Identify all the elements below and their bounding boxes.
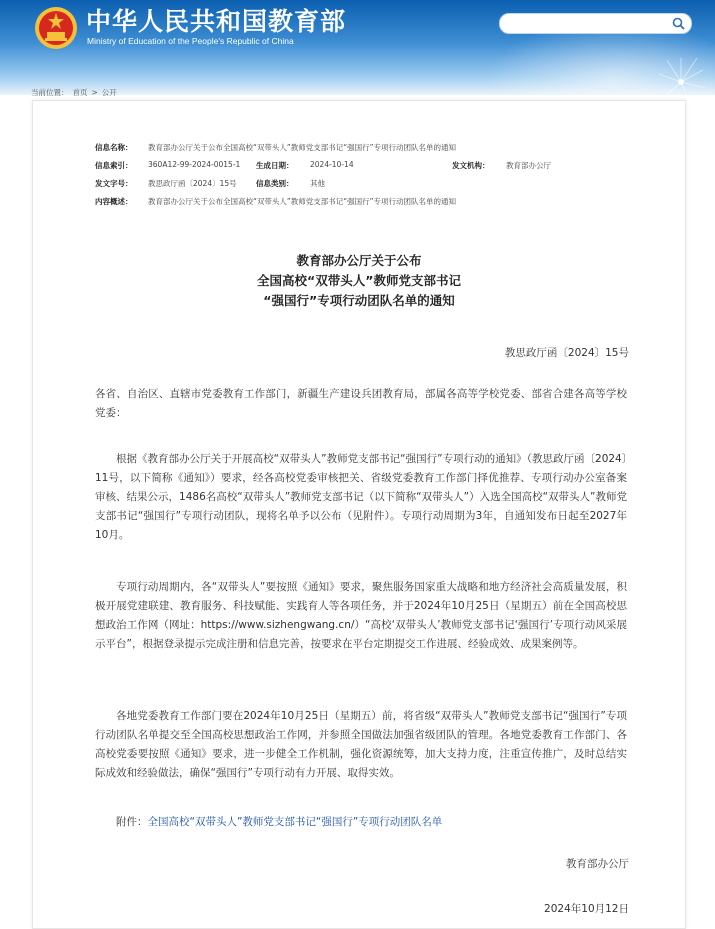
meta-summary-key: 内容概述： — [95, 197, 133, 206]
document-title-line-2: 全国高校“双带头人”教师党支部书记 — [257, 273, 461, 288]
meta-index-key: 信息索引： — [95, 161, 133, 170]
site-subtitle: Ministry of Education of the People's Republic of China — [87, 36, 294, 46]
dandelion-decoration-icon — [651, 52, 711, 95]
meta-org-value: 教育部办公厅 — [506, 161, 551, 170]
meta-name-key: 信息名称： — [95, 143, 133, 152]
breadcrumb-separator: > — [91, 88, 98, 97]
document-title-line-1: 教育部办公厅关于公布 — [296, 253, 422, 268]
body-paragraph-2: 专项行动周期内，各“双带头人”要按照《通知》要求，聚焦服务国家重大战略和地方经济社会高质量发展，积极开展党建联建、教育服务、科技赋能、实践育人等各项任务，并于2024年10月25日（星期五）前在全国高校思想政治工作网（网址：https://www.sizhengwang.cn/）“高校‘双带头人’教师党支部书记‘强国行’专项行动风采展示平台”，根据登录提示完成注册和信息完善，按要求在平台定期提交工作进展、经验成效、成果案例等。 — [95, 581, 627, 650]
search-icon[interactable] — [672, 17, 685, 30]
meta-date-value: 2024-10-14 — [310, 160, 354, 169]
search-input[interactable] — [499, 13, 692, 34]
site-title[interactable]: 中华人民共和国教育部 — [86, 7, 347, 36]
meta-category-value: 其他 — [310, 179, 325, 188]
national-emblem-icon[interactable] — [34, 6, 78, 50]
signer: 教育部办公厅 — [566, 858, 629, 870]
meta-org-key: 发文机构： — [452, 161, 490, 170]
meta-date-key: 生成日期： — [256, 161, 294, 170]
recipients-paragraph: 各省、自治区、直辖市党委教育工作部门，新疆生产建设兵团教育局，部属各高等学校党委、部省合建各高等学校党委： — [95, 388, 627, 419]
attachment-line — [116, 814, 442, 829]
meta-number-key: 发文字号： — [95, 179, 133, 188]
document-title-line-3: “强国行”专项行动团队名单的通知 — [263, 293, 455, 308]
sign-date: 2024年10月12日 — [544, 903, 629, 915]
body-paragraph-3: 各地党委教育工作部门要在2024年10月25日（星期五）前，将省级“双带头人”教师党支部书记“强国行”专项行动团队名单提交至全国高校思想政治工作网，并参照全国做法加强省级团队的管理。各地党委教育工作部门、各高校党委要按照《通知》要求，进一步健全工作机制，强化资源统筹，加大支持力度，注重宣传推广，及时总结实际成效和经验做法，确保“强国行”专项行动有力开展、取得实效。 — [95, 710, 627, 779]
breadcrumb — [31, 87, 121, 98]
attachment-label: 附件： — [116, 816, 148, 828]
site-header — [0, 0, 715, 95]
breadcrumb-label: 当前位置： — [31, 88, 69, 97]
body-paragraph-1: 根据《教育部办公厅关于开展高校“双带头人”教师党支部书记“强国行”专项行动的通知》（教思政厅函〔2024〕11号，以下简称《通知》）要求，经各高校党委审核把关、省级党委教育工作部门择优推荐、专项行动办公室备案审核、结果公示，1486名高校“双带头人”教师党支部书记（以下简称“双带头人”）入选全国高校“双带头人”教师党支部书记“强国行”专项行动团队，现将名单予以公布（见附件）。专项行动周期为3年，自通知发布日起至2027年10月。 — [95, 453, 627, 541]
meta-category-key: 信息类别： — [256, 179, 294, 188]
attachment-link[interactable]: 全国高校“双带头人”教师党支部书记“强国行”专项行动团队名单 — [147, 816, 443, 828]
breadcrumb-current[interactable]: 公开 — [101, 88, 117, 97]
meta-index-value: 360A12-99-2024-0015-1 — [148, 160, 241, 169]
meta-name-value: 教育部办公厅关于公布全国高校“双带头人”教师党支部书记“强国行”专项行动团队名单的通知 — [148, 143, 457, 152]
document-number: 教思政厅函〔2024〕15号 — [504, 347, 629, 359]
content-card — [32, 100, 686, 929]
meta-number-value: 教思政厅函〔2024〕15号 — [148, 179, 237, 188]
breadcrumb-home[interactable]: 首页 — [72, 88, 88, 97]
meta-summary-value: 教育部办公厅关于公布全国高校“双带头人”教师党支部书记“强国行”专项行动团队名单的通知 — [148, 197, 457, 206]
